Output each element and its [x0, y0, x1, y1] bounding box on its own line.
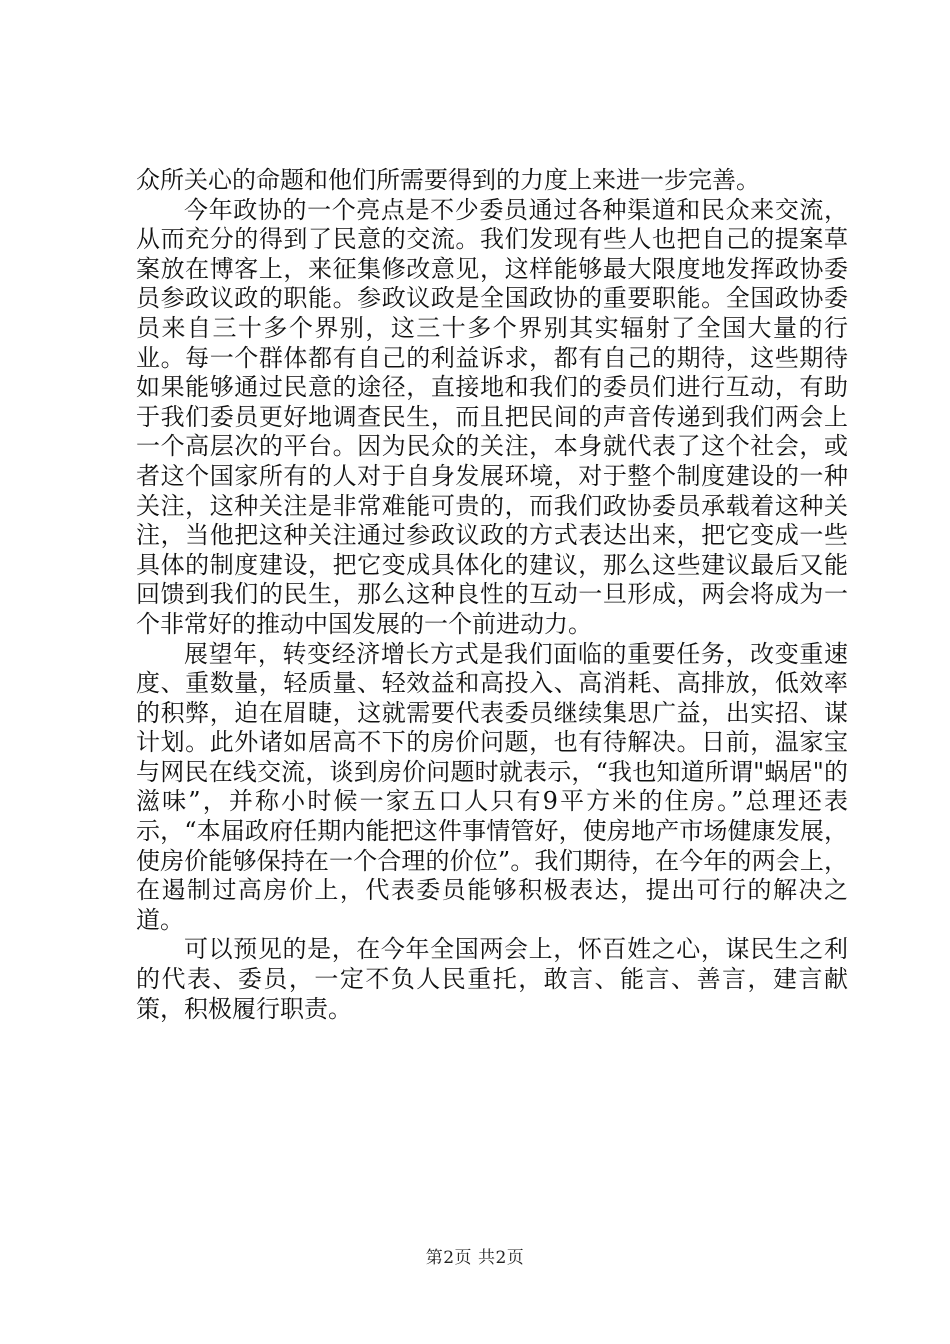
paragraph-continuation: 众所关心的命题和他们所需要得到的力度上来进一步完善。 — [136, 166, 760, 194]
paragraph-outlook: 展望年，转变经济增长方式是我们面临的重要任务，改变重速度、重数量，轻质量、轻效益和高投入、高消耗、高排放，低效率的积弊，迫在眉睫，这就需要代表委员继续集思广益，出实招、谋计划。此外诸如居高不下的房价问题，也有待解决。日前，温家宝与网民在线交流，谈到房价问题时就表示，“我也知道所谓"蜗居"的滋味”，并称小时候一家五口人只有9平方米的住房。”总理还表示，“本届政府任期内能把这件事情管好，使房地产市场健康发展，使房价能够保持在一个合理的价位”。我们期待，在今年的两会上，在遏制过高房价上，代表委员能够积极表达，提出可行的解决之道。 — [136, 639, 848, 934]
paragraph-conclusion: 可以预见的是，在今年全国两会上，怀百姓之心，谋民生之利的代表、委员，一定不负人民重托，敢言、能言、善言，建言献策，积极履行职责。 — [136, 935, 848, 1023]
document-body — [136, 166, 848, 1024]
paragraph-cppcc-highlight: 今年政协的一个亮点是不少委员通过各种渠道和民众来交流，从而充分的得到了民意的交流。我们发现有些人也把自己的提案草案放在博客上，来征集修改意见，这样能够最大限度地发挥政协委员参政议政的职能。参政议政是全国政协的重要职能。全国政协委员来自三十多个界别，这三十多个界别其实辐射了全国大量的行业。每一个群体都有自己的利益诉求，都有自己的期待，这些期待如果能够通过民意的途径，直接地和我们的委员们进行互动，有助于我们委员更好地调查民生，而且把民间的声音传递到我们两会上一个高层次的平台。因为民众的关注，本身就代表了这个社会，或者这个国家所有的人对于自身发展环境，对于整个制度建设的一种关注，这种关注是非常难能可贵的，而我们政协委员承载着这种关注，当他把这种关注通过参政议政的方式表达出来，把它变成一些具体的制度建设，把它变成具体化的建议，那么这些建议最后又能回馈到我们的民生，那么这种良性的互动一旦形成，两会将成为一个非常好的推动中国发展的一个前进动力。 — [136, 195, 848, 638]
page-number-footer: 第2页 共2页 — [425, 1248, 525, 1268]
